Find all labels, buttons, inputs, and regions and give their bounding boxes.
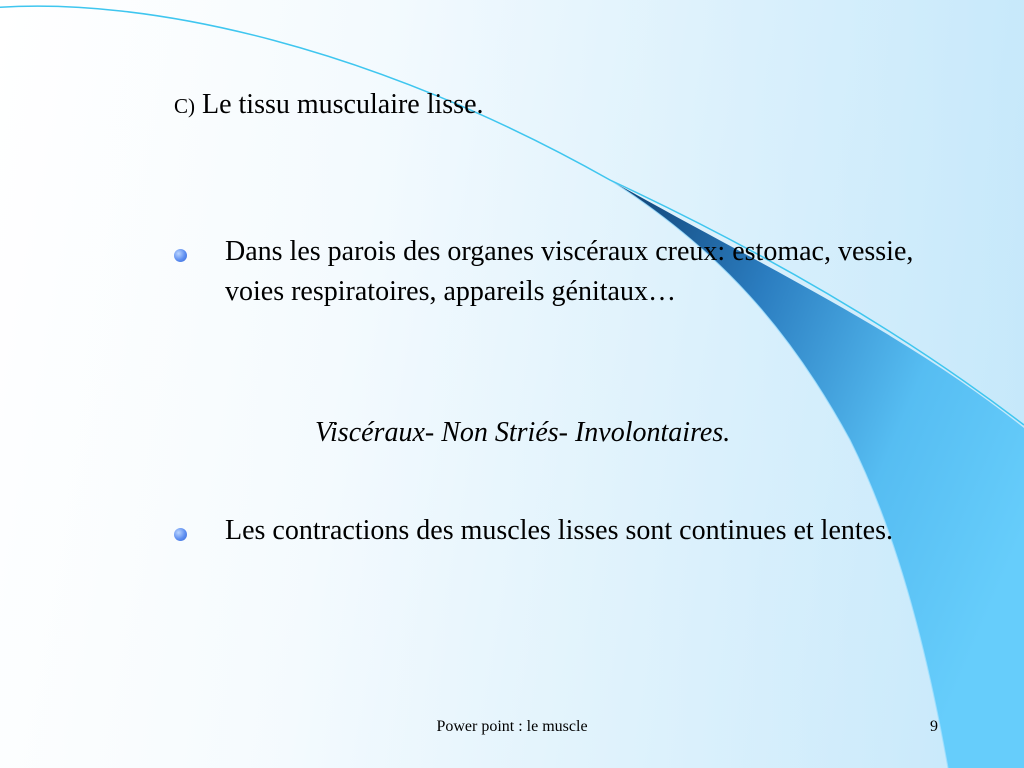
bullet-text: Dans les parois des organes viscéraux creux: estomac, vessie, voies respiratoires, appareils génitaux… bbox=[225, 236, 914, 307]
bullet-text: Les contractions des muscles lisses sont continues et lentes. bbox=[225, 515, 893, 546]
bullet-dot-icon bbox=[174, 528, 187, 541]
title-text: Le tissu musculaire lisse. bbox=[202, 89, 484, 120]
slide-title bbox=[174, 87, 484, 124]
bullet-dot-icon bbox=[174, 249, 187, 262]
page-number: 9 bbox=[930, 718, 938, 735]
footer-text: Power point : le muscle bbox=[436, 718, 588, 735]
title-prefix: C) bbox=[174, 94, 195, 118]
emphasis-text: Viscéraux- Non Striés- Involontaires. bbox=[315, 417, 731, 448]
